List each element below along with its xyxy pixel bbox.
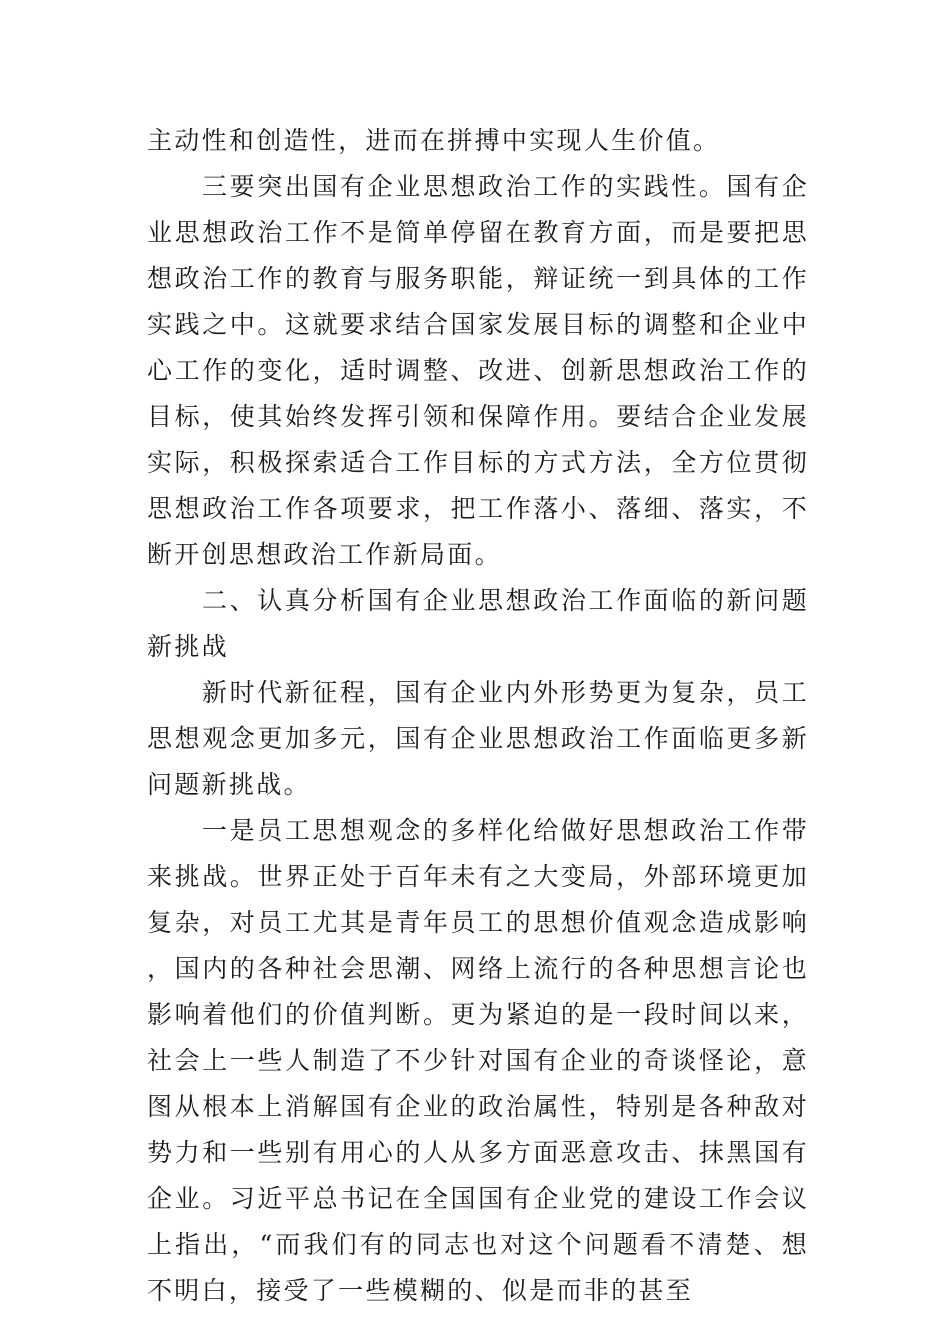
paragraph-practice: 三要突出国有企业思想政治工作的实践性。国有企业思想政治工作不是简单停留在教育方面，而是要把思想政治工作的教育与服务职能，辩证统一到具体的工作实践之中。这就要求结合国家发展目标的调整和企业中心工作的变化，适时调整、改进、创新思想政治工作的目标，使其始终发挥引领和保障作用。要结合企业发展实际，积极探索适合工作目标的方式方法，全方位贯彻思想政治工作各项要求，把工作落小、落细、落实，不断开创思想政治工作新局面。 — [147, 172, 809, 569]
paragraph-diversity: 一是员工思想观念的多样化给做好思想政治工作带来挑战。世界正处于百年未有之大变局，外部环境更加复杂，对员工尤其是青年员工的思想价值观念造成影响，国内的各种社会思潮、网络上流行的各种思想言论也影响着他们的价值判断。更为紧迫的是一段时间以来，社会上一些人制造了不少针对国有企业的奇谈怪论，意图从根本上消解国有企业的政治属性，特别是各种敌对势力和一些别有用心的人从多方面恶意攻击、抹黑国有企业。习近平总书记在全国国有企业党的建设工作会议上指出，“而我们有的同志也对这个问题看不清楚、想不明白，接受了一些模糊的、似是而非的甚至 — [147, 816, 809, 1305]
paragraph-continuation: 主动性和创造性，进而在拼搏中实现人生价值。 — [147, 126, 721, 155]
paragraph-new-era: 新时代新征程，国有企业内外形势更为复杂，员工思想观念更加多元，国有企业思想政治工作面临更多新问题新挑战。 — [147, 678, 809, 799]
document-body — [147, 118, 809, 1314]
section-heading-two: 二、认真分析国有企业思想政治工作面临的新问题新挑战 — [147, 586, 809, 661]
